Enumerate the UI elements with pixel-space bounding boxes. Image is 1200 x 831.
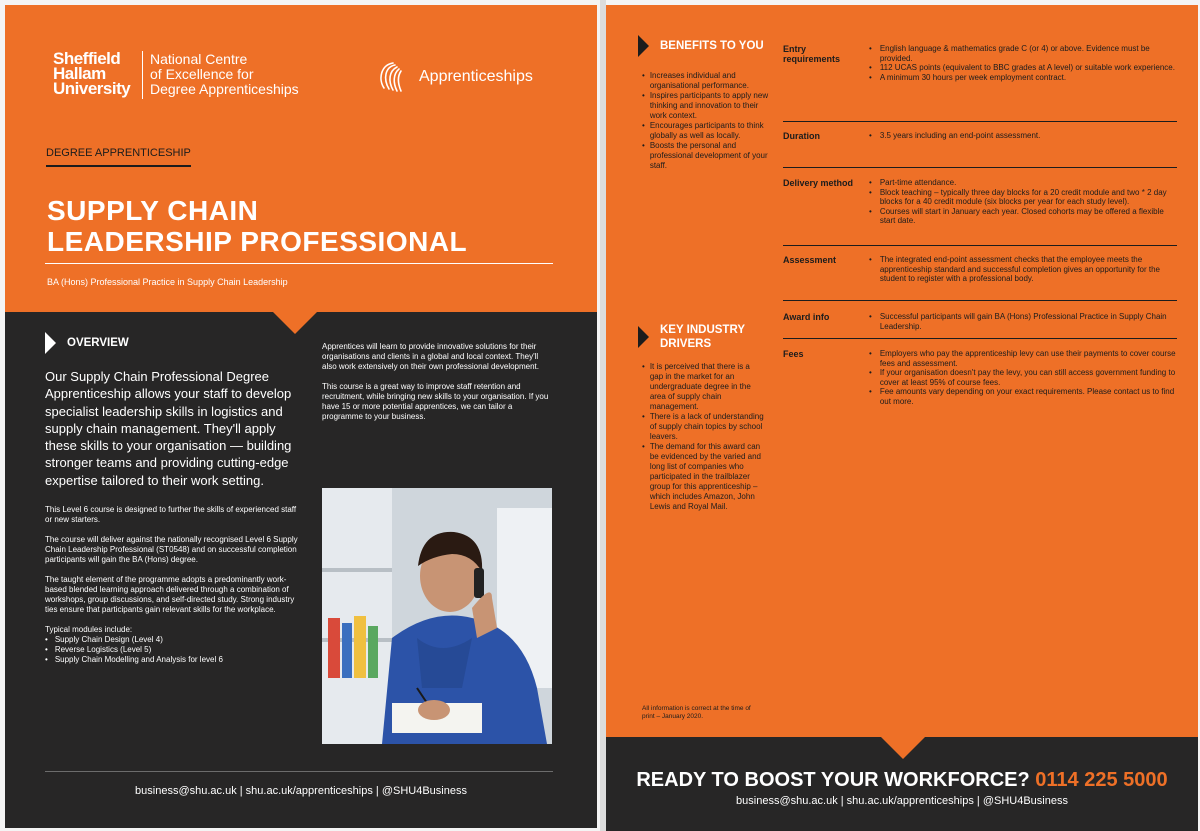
degree-subtitle: BA (Hons) Professional Practice in Supply Chain Leadership [47,277,288,287]
row-divider [783,121,1177,122]
arrow-right-icon [638,326,649,348]
panel-notch [273,312,317,334]
category-tag: DEGREE APPRENTICESHIP [46,147,191,167]
cta-panel [606,737,1198,831]
list-item: • Increases individual and organisational performance. [642,71,770,91]
list-item: • Inspires participants to apply new thinking and innovation to their work context. [642,91,770,121]
overview-body-right: Apprentices will learn to provide innovative solutions for their organisations and clients in a global and local context. They'll also work extensively on their own professional development. This course is a great way to improve staff retention and recruitment, while bringing new skills to your organisation. If you have 15 or more potential apprentices, we can tailor a programme to your business. [322,342,549,421]
panel-notch [881,737,925,759]
details-panel: BENEFITS TO YOU • Increases individual and organisational performance. • Inspires participants to apply new thinking and innovation to their work context. • Encourages participants to think globally as well as locally. • Boosts the personal and professional development of your staff. KEY INDUSTRY DRIVERS • It is perceived that there is a gap in the market for an undergraduate degree in the area of supply chain management. • There is a lack of understanding of supply chain topics by school leavers. • The demand for this award can be evidenced by the varied and long list of companies who participated in the trailblazer group for this apprenticeship – which includes Amazon, John Lewis and Royal Mail. Entry requirements • English language & mathematics grade C (or 4) or above. Evidence must be provided. • 112 UCAS points (equivalent to BBC grades at A level) or suitable work experience. • A minimum 30 hours per week employment contract. Duration • 3.5 years including an end-point assessment. Delivery method • Part-time attendance. • Block teaching – typically three day blocks for a 20 credit module and two * 2 day blocks for a 40 credit module (six blocks per year for each study level). • Courses will start in January each year. Closed cohorts may be offered a flexible start date. Assessment • The integrated end-point assessment checks that the employee meets the apprenticeship standard and successful completion gives an opportunity for the student to register with a professional body. Award info • Successful participants will gain BA (Hons) Professional Practice in Supply Chain Leadership. Fees • Employers who pay the apprenticeship levy can use their payments to cover course fees and assessment. • If your organisation doesn't pay the levy, you can still access government funding to cover at least 95% of course fees. • Fee amounts vary depending on your exact requirements. Please contact us to find out more. All information is correct at the time of print – January 2020. [606,5,1198,737]
list-item: • It is perceived that there is a gap in the market for an undergraduate degree in the area of supply chain management. [642,362,764,412]
logo-separator [142,51,143,99]
benefits-list [642,71,770,171]
overview-panel [5,312,597,828]
print-notice: All information is correct at the time of print – January 2020. [642,705,751,720]
arrow-right-icon [638,35,649,57]
row-divider [783,245,1177,246]
overview-heading: OVERVIEW [45,332,129,354]
apprenticeships-swirl-icon [375,57,415,97]
drivers-heading: KEY INDUSTRY DRIVERS [638,323,745,351]
modules-list [45,635,299,665]
list-item: • Reverse Logistics (Level 5) [45,645,299,655]
apprenticeships-logo: Apprenticeships [375,57,533,97]
footer-divider [45,771,553,772]
list-item: • Encourages participants to think globally as well as locally. [642,121,770,141]
header-panel [5,5,597,312]
phone-number[interactable]: 0114 225 5000 [1035,769,1168,791]
list-item: • Boosts the personal and professional development of your staff. [642,141,770,171]
drivers-list [642,362,764,512]
student-photo [322,488,552,744]
contact-footer[interactable]: business@shu.ac.uk | shu.ac.uk/apprenticeships | @SHU4Business [736,795,1068,807]
student-on-phone-illustration [322,488,552,744]
list-item: • Supply Chain Design (Level 4) [45,635,299,645]
overview-body: This Level 6 course is designed to further the skills of experienced staff or new starters. The course will deliver against the nationally recognised Level 6 Supply Chain Leadership Professional (ST0548) and on successful completion participants will gain the BA (Hons) degree. The taught element of the programme adopts a predominantly work-based blended learning approach delivered through a combination of workshops, group discussions, and self-directed study. Strong industry ties ensure that participants gain relevant skills for the workplace. Typical modules include: • Supply Chain Design (Level 4) • Reverse Logistics (Level 5) • Supply Chain Modelling and Analysis for level 6 [45,505,299,665]
page-title: SUPPLY CHAIN LEADERSHIP PROFESSIONAL [47,195,468,257]
row-divider [783,167,1177,168]
arrow-right-icon [45,332,56,354]
row-divider [783,338,1177,339]
list-item: • There is a lack of understanding of supply chain topics by school leavers. [642,412,764,442]
title-divider [45,263,553,264]
ncedea-logo: National Centre of Excellence for Degree Apprenticeships [150,51,299,97]
overview-intro: Our Supply Chain Professional Degree Apprenticeship allows your staff to develop specialist leadership skills in logistics and supply chain management. They'll apply these skills to your organisation — building stronger teams and providing cutting-edge expertise tailored to their work setting. [45,369,292,488]
list-item: • The demand for this award can be evidenced by the varied and long list of companies who participated in the trailblazer group for this apprenticeship – which includes Amazon, John Lewis and Royal Mail. [642,442,764,512]
benefits-heading: BENEFITS TO YOU [638,35,764,57]
row-divider [783,300,1177,301]
contact-footer[interactable]: business@shu.ac.uk | shu.ac.uk/apprenticeships | @SHU4Business [135,785,467,797]
brochure-page-back [606,0,1200,831]
shu-logo: Sheffield Hallam University [53,49,131,98]
cta-banner: READY TO BOOST YOUR WORKFORCE? 0114 225 5000 [636,769,1168,791]
list-item: • Supply Chain Modelling and Analysis for level 6 [45,655,299,665]
